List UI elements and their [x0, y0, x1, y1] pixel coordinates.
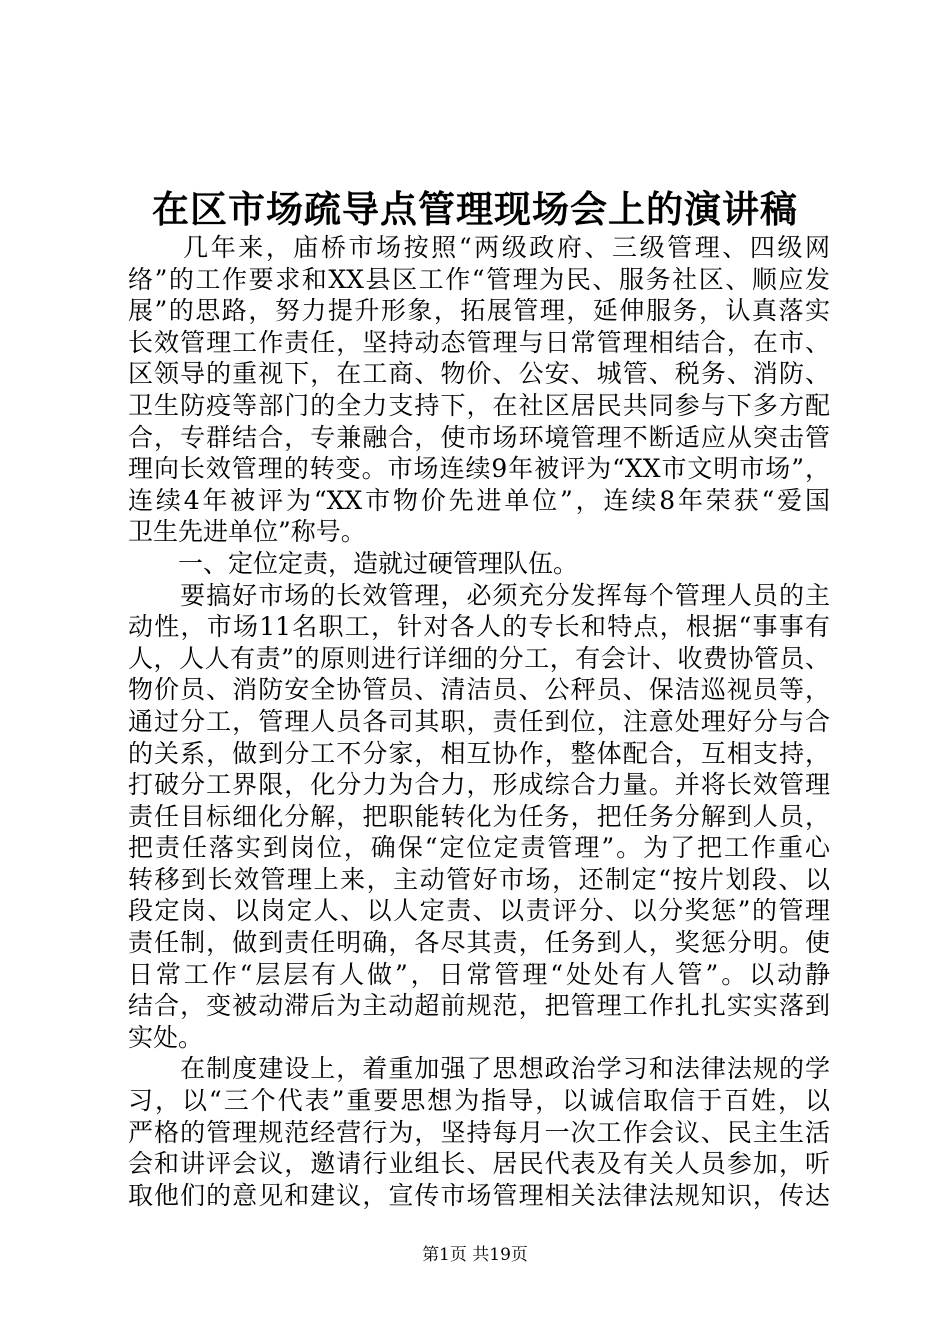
body-text-line: 责任目标细化分解，把职能转化为任务，把任务分解到人员，: [128, 801, 830, 831]
body-text-line: 人，人人有责”的原则进行详细的分工，有会计、收费协管员、: [128, 643, 830, 673]
body-text-line: 结合，变被动滞后为主动超前规范，把管理工作扎扎实实落到: [128, 991, 830, 1021]
body-text-line: 的关系，做到分工不分家，相互协作，整体配合，互相支持，: [128, 738, 830, 768]
body-text-line: 展”的思路，努力提升形象，拓展管理，延伸服务，认真落实: [128, 296, 830, 326]
body-text-line: 理向长效管理的转变。市场连续9年被评为“XX市文明市场”，: [128, 454, 830, 484]
body-text-line: 段定岗、以岗定人、以人定责、以责评分、以分奖惩”的管理: [128, 896, 830, 926]
body-text-line: 会和讲评会议，邀请行业组长、居民代表及有关人员参加，听: [128, 1149, 830, 1179]
body-text-line: 严格的管理规范经营行为，坚持每月一次工作会议、民主生活: [128, 1117, 830, 1147]
body-text-line: 合，专群结合，专兼融合，使市场环境管理不断适应从突击管: [128, 422, 830, 452]
document-title: 在区市场疏导点管理现场会上的演讲稿: [152, 187, 798, 231]
body-text-line: 卫生防疫等部门的全力支持下，在社区居民共同参与下多方配: [128, 390, 830, 420]
body-text-line: 要搞好市场的长效管理，必须充分发挥每个管理人员的主: [128, 580, 830, 610]
body-text-line: 转移到长效管理上来，主动管好市场，还制定“按片划段、以: [128, 864, 830, 894]
body-text-line: 在制度建设上，着重加强了思想政治学习和法律法规的学: [128, 1054, 830, 1084]
body-text-line: 动性，市场11名职工，针对各人的专长和特点，根据“事事有: [128, 612, 830, 642]
body-text-line: 物价员、消防安全协管员、清洁员、公秤员、保洁巡视员等，: [128, 675, 830, 705]
body-text-line: 通过分工，管理人员各司其职，责任到位，注意处理好分与合: [128, 706, 830, 736]
body-text-line: 习，以“三个代表”重要思想为指导，以诚信取信于百姓，以: [128, 1086, 830, 1116]
body-text-line: 络”的工作要求和XX县区工作“管理为民、服务社区、顺应发: [128, 264, 830, 294]
page-footer: 第1页 共19页: [422, 1245, 528, 1265]
body-text-line: 把责任落实到岗位，确保“定位定责管理”。为了把工作重心: [128, 833, 830, 863]
body-text-line: 取他们的意见和建议，宣传市场管理相关法律法规知识，传达: [128, 1180, 830, 1210]
document-body: [128, 232, 830, 1211]
body-text-line: 责任制，做到责任明确，各尽其责，任务到人，奖惩分明。使: [128, 928, 830, 958]
body-text-line: 连续4年被评为“XX市物价先进单位”，连续8年荣获“爱国: [128, 485, 830, 515]
body-text-line: 长效管理工作责任，坚持动态管理与日常管理相结合，在市、: [128, 327, 830, 357]
body-text-line: 实处。: [128, 1022, 204, 1052]
body-text-line: 卫生先进单位”称号。: [128, 517, 366, 547]
body-text-line: 几年来，庙桥市场按照“两级政府、三级管理、四级网: [128, 233, 830, 262]
body-text-line: 打破分工界限，化分力为合力，形成综合力量。并将长效管理: [128, 770, 830, 800]
body-text-line: 一、定位定责，造就过硬管理队伍。: [128, 548, 579, 578]
body-text-line: 区领导的重视下，在工商、物价、公安、城管、税务、消防、: [128, 359, 830, 389]
body-text-line: 日常工作“层层有人做”，日常管理“处处有人管”。以动静: [128, 959, 830, 989]
